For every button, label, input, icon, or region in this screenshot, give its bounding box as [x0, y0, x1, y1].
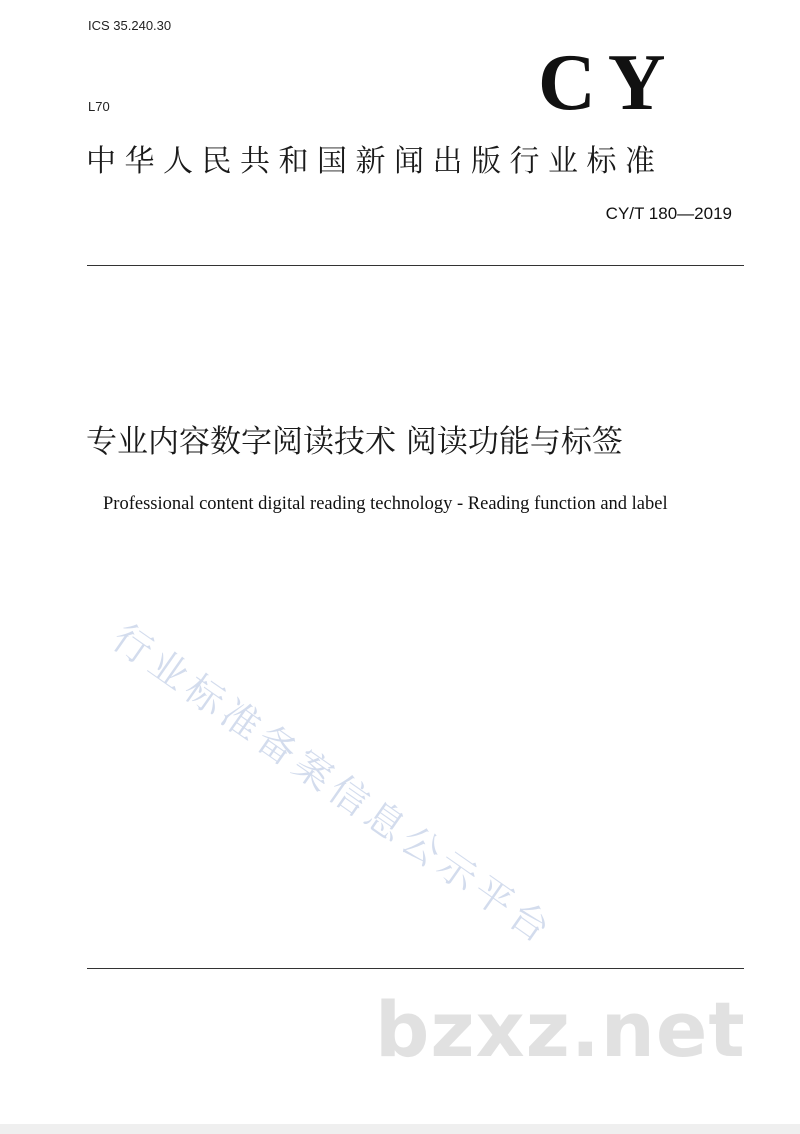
bottom-divider — [87, 968, 744, 969]
watermark-text: 行业标准备案信息公示平台 — [104, 615, 563, 955]
ccs-code: L70 — [88, 99, 110, 114]
page-bottom-edge — [0, 1124, 800, 1134]
standard-number: CY/T 180—2019 — [605, 204, 732, 223]
cy-logo: CY — [538, 39, 678, 127]
top-divider — [87, 265, 744, 266]
site-watermark: bzxz.net — [375, 985, 746, 1074]
ics-code: ICS 35.240.30 — [88, 18, 172, 33]
standard-category-title: 中华人民共和国新闻出版行业标准 — [86, 144, 664, 179]
document-title-english: Professional content digital reading technology - Reading function and label — [103, 494, 668, 514]
document-title-chinese: 专业内容数字阅读技术 阅读功能与标签 — [86, 424, 623, 460]
